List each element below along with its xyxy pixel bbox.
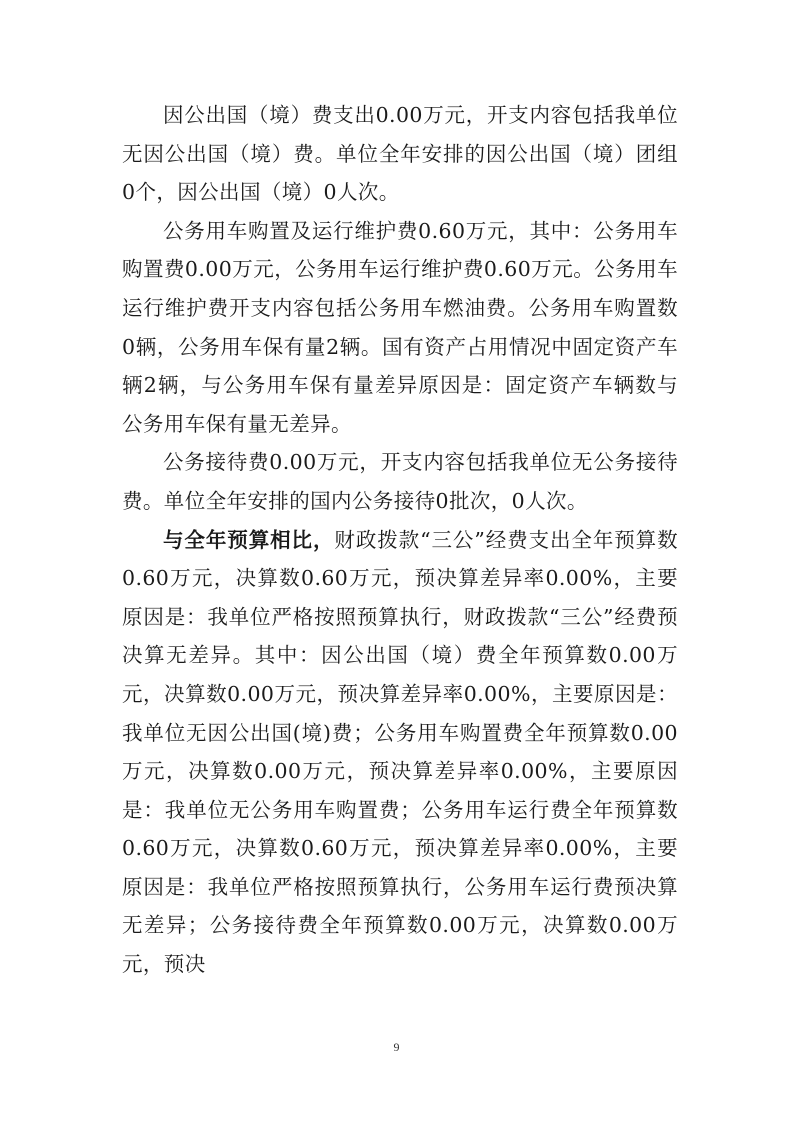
paragraph-text: 因公出国（境）费支出0.00万元，开支内容包括我单位无因公出国（境）费。单位全年安排的因公出国（境）团组0个，因公出国（境）0人次。 [122, 103, 678, 205]
paragraph-vehicles [122, 212, 678, 444]
paragraph-lead-bold: 与全年预算相比， [163, 527, 335, 552]
paragraph-reception [122, 443, 678, 520]
paragraph-overseas-travel [122, 96, 678, 212]
paragraph-text: 公务用车购置及运行维护费0.60万元，其中：公务用车购置费0.00万元，公务用车运行维护费0.60万元。公务用车运行维护费开支内容包括公务用车燃油费。公务用车购置数0辆，公务用车保有量2辆。国有资产占用情况中固定资产车辆2辆，与公务用车保有量差异原因是：固定资产车辆数与公务用车保有量无差异。 [122, 218, 678, 436]
paragraph-text: 财政拨款“三公”经费支出全年预算数0.60万元，决算数0.60万元，预决算差异率0.00%，主要原因是：我单位严格按照预算执行，财政拨款“三公”经费预决算无差异。其中：因公出国（境）费全年预算数0.00万元，决算数0.00万元，预决算差异率0.00%，主要原因是：我单位无因公出国(境)费；公务用车购置费全年预算数0.00万元，决算数0.00万元，预决算差异率0.00%，主要原因是：我单位无公务用车购置费；公务用车运行费全年预算数0.60万元，决算数0.60万元，预决算差异率0.00%，主要原因是：我单位严格按照预算执行，公务用车运行费预决算无差异；公务接待费全年预算数0.00万元，决算数0.00万元，预决 [122, 527, 679, 977]
document-body [122, 96, 678, 984]
page-number: 9 [393, 1040, 400, 1054]
paragraph-budget-comparison [122, 521, 678, 984]
paragraph-text: 公务接待费0.00万元，开支内容包括我单位无公务接待费。单位全年安排的国内公务接待0批次，0人次。 [122, 450, 678, 513]
